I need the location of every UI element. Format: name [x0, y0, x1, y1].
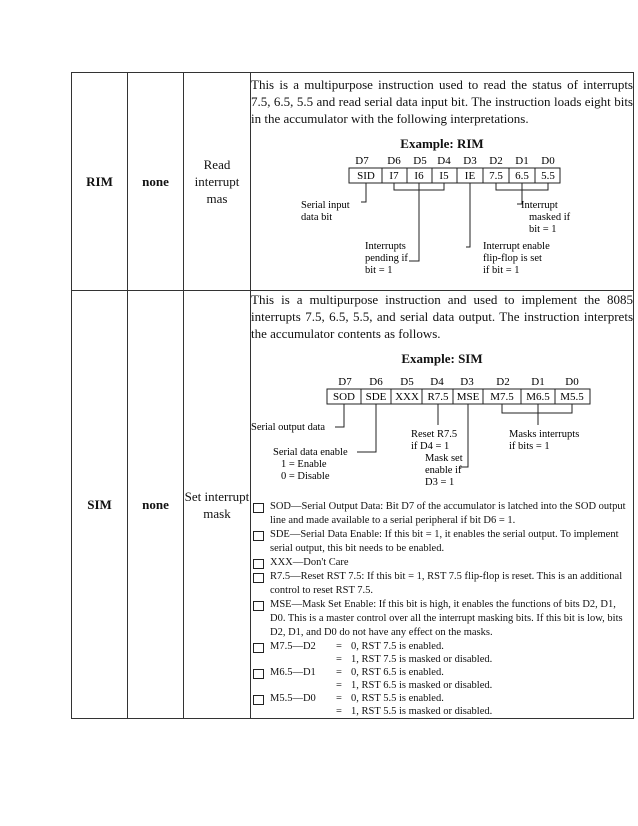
rim-annot-enable: flip-flop is set: [483, 253, 542, 264]
instruction-table: [71, 72, 634, 719]
mask-row: M6.5—D1 = 0, RST 6.5 is enabled.: [253, 666, 633, 679]
checkbox-square-icon: [253, 601, 264, 611]
sim-annot-masks: Masks interrupts: [509, 429, 580, 440]
rim-explanation: [251, 73, 634, 291]
rim-annot-masked: masked if: [529, 212, 571, 223]
sim-paragraph: This is a multipurpose instruction and used to implement the 8085 interrupts 7.5, 6.5, 5.5, and serial data output. The instruction interprets the accumulator contents as follows.: [251, 292, 633, 341]
sim-bit: M7.5: [490, 391, 514, 403]
sim-bit-header: D0: [565, 376, 579, 388]
sim-explanation: [251, 291, 634, 719]
rim-bit: 7.5: [489, 170, 503, 182]
rim-description: Read interrupt mas: [184, 73, 251, 291]
mask-row: = 1, RST 6.5 is masked or disabled.: [336, 680, 493, 691]
rim-annot-pending: pending if: [365, 253, 408, 264]
sim-mnemonic: SIM: [72, 291, 128, 719]
rim-bit: I5: [439, 170, 449, 182]
list-item: XXX—Don't Care: [253, 556, 633, 570]
sim-bit-header: D7: [338, 376, 352, 388]
sim-annot-reset: Reset R7.5: [411, 429, 458, 440]
table-row-rim: [72, 73, 634, 291]
sim-operand: none: [128, 291, 184, 719]
checkbox-square-icon: [253, 573, 264, 583]
rim-annot-masked: bit = 1: [529, 224, 557, 235]
sim-description: Set interrupt mask: [184, 291, 251, 719]
rim-mnemonic: RIM: [72, 73, 128, 291]
sim-bit: SOD: [332, 391, 356, 403]
sim-annot-mask-set: enable if: [425, 465, 462, 476]
list-item: MSE—Mask Set Enable: If this bit is high, it enables the functions of bits D2, D1, D0. This is a master control over all the interrupt masking bits. If this bit is low, bits D2, D1, and D0 do not have any effect on the masks.: [253, 598, 633, 640]
sim-diagram: [251, 367, 621, 495]
sim-bit-header: D5: [400, 376, 414, 388]
rim-bit-header: D6: [387, 155, 401, 167]
rim-annot-masked: Interrupt: [521, 200, 558, 211]
checkbox-square-icon: [253, 669, 264, 679]
rim-operand: none: [128, 73, 184, 291]
sim-item-list: [253, 500, 633, 718]
checkbox-square-icon: [253, 503, 264, 513]
rim-bit: I6: [414, 170, 424, 182]
rim-diagram: [251, 152, 621, 282]
sim-bit: XXX: [395, 391, 419, 403]
sim-annot-enable: 1 = Enable: [281, 459, 327, 470]
sim-bit-header: D6: [369, 376, 383, 388]
sim-bit-header: D2: [496, 376, 510, 388]
rim-bit-header: D7: [355, 155, 369, 167]
rim-bit-header: D4: [437, 155, 451, 167]
rim-bit: IE: [464, 170, 476, 182]
checkbox-square-icon: [253, 643, 264, 653]
rim-annot-enable: if bit = 1: [483, 265, 520, 276]
rim-annot-pending: Interrupts: [365, 241, 406, 252]
rim-bit-header: D3: [463, 155, 477, 167]
mask-row: = 1, RST 7.5 is masked or disabled.: [336, 654, 493, 665]
rim-annot-pending: bit = 1: [365, 265, 393, 276]
rim-bit: 5.5: [541, 170, 555, 182]
list-item: R7.5—Reset RST 7.5: If this bit = 1, RST 7.5 flip-flop is reset. This is an additional control to reset RST 7.5.: [253, 570, 633, 598]
rim-bit: I7: [389, 170, 399, 182]
list-item: SOD—Serial Output Data: Bit D7 of the accumulator is latched into the SOD output line and made available to a serial peripheral if bit D6 = 1.: [253, 500, 633, 528]
rim-paragraph: This is a multipurpose instruction used to read the status of interrupts 7.5, 6.5, 5.5 and read serial data input bit. The instruction loads eight bits in the accumulator with the following interpretations.: [251, 77, 633, 126]
rim-bit: 6.5: [515, 170, 529, 182]
mask-row: M5.5—D0 = 0, RST 5.5 is enabled.: [253, 692, 633, 705]
sim-annot-serial-output: Serial output data: [251, 422, 326, 433]
checkbox-square-icon: [253, 559, 264, 569]
sim-bit-header: D4: [430, 376, 444, 388]
rim-annot-serial-input: data bit: [301, 212, 333, 223]
rim-bit: SID: [357, 170, 375, 182]
sim-bit-header: D1: [531, 376, 545, 388]
list-item: SDE—Serial Data Enable: If this bit = 1, it enables the serial output. To implement serial output, this bit needs to be enabled.: [253, 528, 633, 556]
checkbox-square-icon: [253, 695, 264, 705]
sim-annot-masks: if bits = 1: [509, 441, 550, 452]
rim-bit-header: D1: [515, 155, 529, 167]
rim-bit-header: D2: [489, 155, 503, 167]
sim-bit: R7.5: [427, 391, 449, 403]
rim-example-label: Example: RIM: [400, 136, 484, 151]
sim-annot-reset: if D4 = 1: [411, 441, 450, 452]
rim-annot-serial-input: Serial input: [301, 200, 350, 211]
sim-annot-enable: Serial data enable: [273, 447, 348, 458]
rim-annot-enable: Interrupt enable: [483, 241, 550, 252]
sim-bit: M6.5: [526, 391, 550, 403]
rim-bit-header: D0: [541, 155, 555, 167]
sim-bit-header: D3: [460, 376, 474, 388]
checkbox-square-icon: [253, 531, 264, 541]
mask-row: M7.5—D2 = 0, RST 7.5 is enabled.: [253, 640, 633, 653]
sim-bit: M5.5: [560, 391, 584, 403]
sim-bit: MSE: [456, 391, 480, 403]
sim-bit: SDE: [365, 391, 387, 403]
sim-annot-enable: 0 = Disable: [281, 471, 330, 482]
sim-annot-mask-set: D3 = 1: [425, 477, 455, 488]
sim-annot-mask-set: Mask set: [425, 453, 463, 464]
table-row-sim: [72, 291, 634, 719]
rim-bit-header: D5: [413, 155, 427, 167]
mask-row: = 1, RST 5.5 is masked or disabled.: [336, 706, 493, 717]
sim-example-label: Example: SIM: [401, 351, 483, 366]
